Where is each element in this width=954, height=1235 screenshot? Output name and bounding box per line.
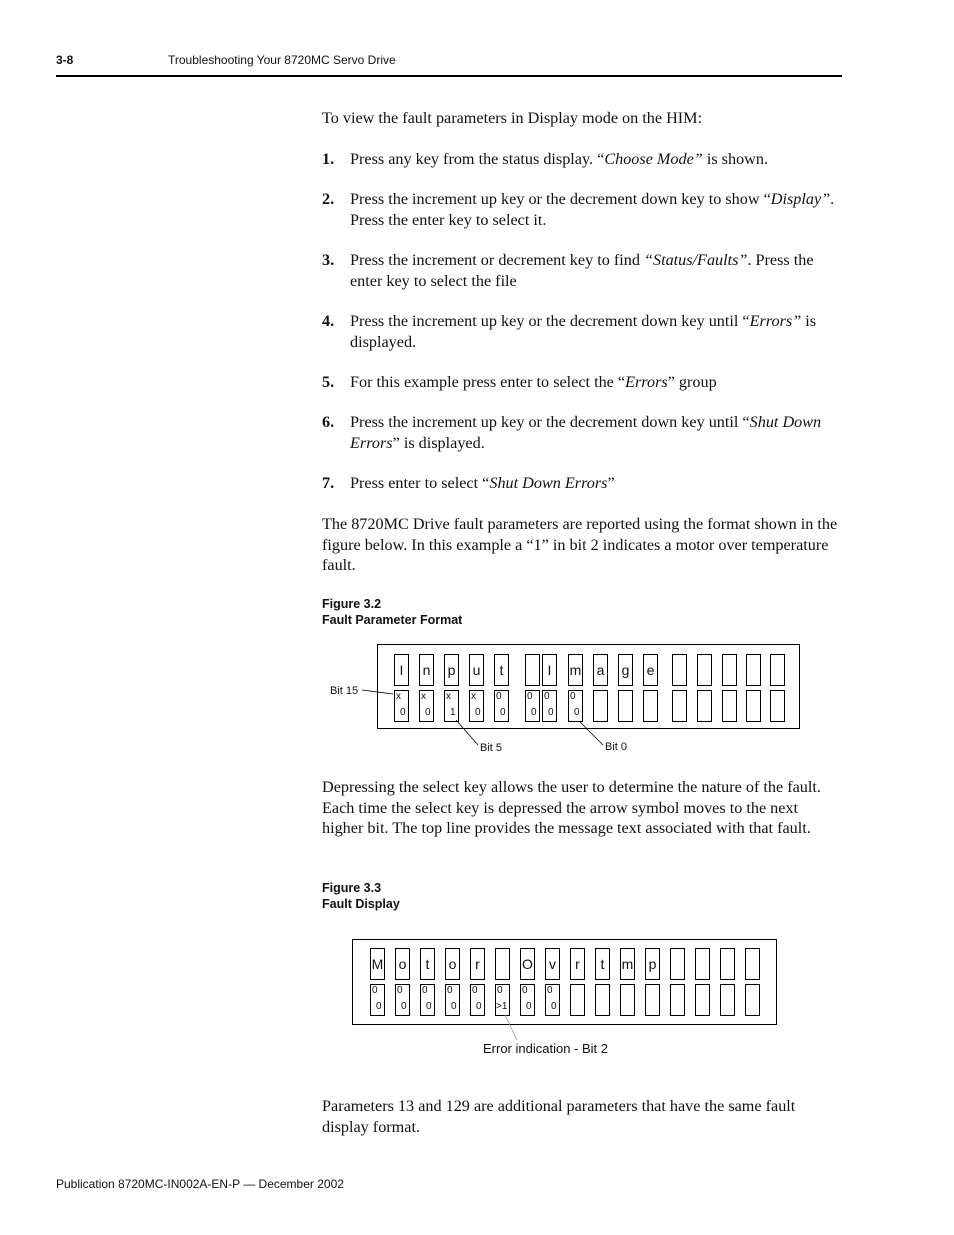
- callout-bit-5: Bit 5: [480, 742, 503, 754]
- callout-bit-15: Bit 15: [330, 685, 359, 697]
- bit-upper-char: 0: [544, 691, 550, 702]
- display-char-cell: t: [595, 948, 610, 980]
- bit-upper-char: x: [396, 691, 401, 702]
- bit-value: 0: [426, 1001, 432, 1012]
- bit-value: 0: [451, 1001, 457, 1012]
- bit-upper-char: 0: [397, 985, 403, 996]
- display-char-cell: r: [570, 948, 585, 980]
- display-char-cell: o: [445, 948, 460, 980]
- bit-value: 0: [574, 707, 580, 718]
- step-number: 4.: [322, 312, 335, 330]
- step-text: Press any key from the status display. “Choose Mode” is shown.: [350, 150, 768, 168]
- bit-upper-char: 0: [447, 985, 453, 996]
- bit-upper-char: 0: [497, 985, 503, 996]
- figure-title: Fault Display: [322, 897, 400, 911]
- bit-upper-char: 0: [570, 691, 576, 702]
- step-number: 6.: [322, 413, 335, 431]
- bit-value: 0: [548, 707, 554, 718]
- figure-label: Figure 3.2: [322, 597, 382, 611]
- closing-paragraph: Parameters 13 and 129 are additional parameters that have the same fault display format.: [322, 1097, 796, 1136]
- intro-paragraph: To view the fault parameters in Display mode on the HIM:: [322, 109, 703, 127]
- display-char-cell: I: [542, 654, 557, 686]
- bit-upper-char: x: [446, 691, 451, 702]
- bit-value: 0: [500, 707, 506, 718]
- display-char-cell: I: [394, 654, 409, 686]
- bit-upper-char: 0: [472, 985, 478, 996]
- running-header: Troubleshooting Your 8720MC Servo Drive: [168, 53, 396, 67]
- step-number: 1.: [322, 150, 335, 168]
- leader-bit-15: [362, 690, 393, 694]
- select-key-paragraph: Depressing the select key allows the user to determine the nature of the fault. Each time the select key is depressed the arrow symbol moves to the next higher bit. The top line provides the message text associated with that fault.: [322, 778, 821, 837]
- step-text: Press the increment up key or the decrement down key to show “Display”. Press the enter key to select it.: [350, 190, 835, 229]
- bit-upper-char: 0: [372, 985, 378, 996]
- leader-bit-0: [580, 722, 603, 745]
- bit-value: 0: [551, 1001, 557, 1012]
- bit-upper-char: 0: [527, 691, 533, 702]
- display-char-cell: p: [645, 948, 660, 980]
- display-char-cell: o: [395, 948, 410, 980]
- bit-value: 1: [450, 707, 456, 718]
- step-number: 2.: [322, 190, 335, 208]
- step-text: Press enter to select “Shut Down Errors”: [350, 474, 615, 492]
- display-char-cell: t: [420, 948, 435, 980]
- bit-value: 0: [526, 1001, 532, 1012]
- display-char-cell: v: [545, 948, 560, 980]
- bit-value: 0: [425, 707, 431, 718]
- display-char-cell: e: [643, 654, 658, 686]
- step-number: 3.: [322, 251, 335, 269]
- page-number: 3-8: [56, 53, 74, 67]
- bit-upper-char: 0: [547, 985, 553, 996]
- step-text: Press the increment or decrement key to find “Status/Faults”. Press the enter key to select the file: [350, 251, 814, 290]
- display-char-cell: g: [618, 654, 633, 686]
- leader-error-indication: [505, 1015, 517, 1040]
- display-char-cell: m: [568, 654, 583, 686]
- bit-value: 0: [476, 1001, 482, 1012]
- display-char-cell: t: [494, 654, 509, 686]
- bit-value: 0: [401, 1001, 407, 1012]
- bit-value: 0: [400, 707, 406, 718]
- footer-publication: Publication 8720MC-IN002A-EN-P — December 2002: [56, 1177, 344, 1191]
- step-number: 7.: [322, 474, 335, 492]
- bit-value: 0: [531, 707, 537, 718]
- display-char-cell: p: [444, 654, 459, 686]
- display-char-cell: r: [470, 948, 485, 980]
- bit-upper-char: 0: [496, 691, 502, 702]
- callout-error-indication: Error indication - Bit 2: [483, 1041, 608, 1056]
- figure-label: Figure 3.3: [322, 881, 382, 895]
- callout-bit-0: Bit 0: [605, 741, 628, 753]
- bit-upper-char: x: [421, 691, 426, 702]
- figure-title: Fault Parameter Format: [322, 613, 463, 627]
- display-char-cell: n: [419, 654, 434, 686]
- step-text: For this example press enter to select the “Errors” group: [350, 373, 717, 391]
- display-char-cell: O: [520, 948, 535, 980]
- step-text: Press the increment up key or the decrement down key until “Errors” is displayed.: [350, 312, 817, 351]
- bit-upper-char: 0: [522, 985, 528, 996]
- bit-value: 0: [475, 707, 481, 718]
- bit-upper-char: x: [471, 691, 476, 702]
- leader-bit-5: [456, 720, 478, 745]
- bit-upper-char: 0: [422, 985, 428, 996]
- display-char-cell: m: [620, 948, 635, 980]
- step-number: 5.: [322, 373, 335, 391]
- display-char-cell: M: [370, 948, 385, 980]
- step-text: Press the increment up key or the decrement down key until “Shut Down Errors” is displayed.: [350, 413, 822, 452]
- bit-value: 0: [376, 1001, 382, 1012]
- bit-value: >1: [496, 1001, 508, 1012]
- display-char-cell: u: [469, 654, 484, 686]
- format-paragraph: The 8720MC Drive fault parameters are reported using the format shown in the figure below. In this example a “1” in bit 2 indicates a motor over temperature fault.: [322, 515, 838, 574]
- display-char-cell: a: [593, 654, 608, 686]
